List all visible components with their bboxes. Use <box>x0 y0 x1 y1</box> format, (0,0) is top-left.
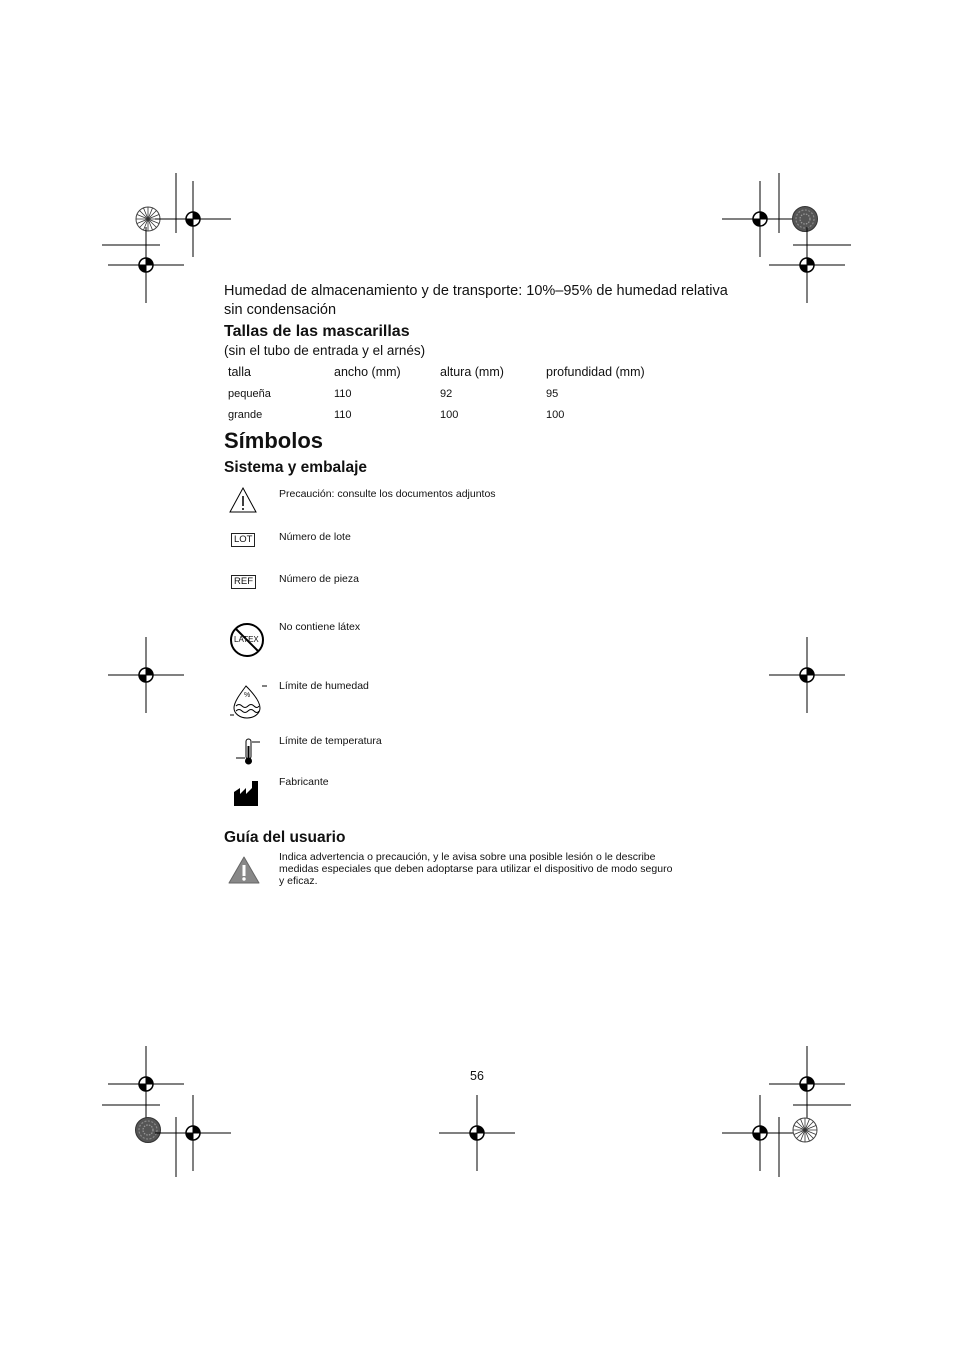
no-latex-icon-text: LATEX <box>234 635 259 644</box>
caution-triangle-icon <box>228 486 258 514</box>
page-number: 56 <box>470 1069 484 1083</box>
symbol-label: Fabricante <box>279 776 329 788</box>
mask-sizes-heading: Tallas de las mascarillas <box>224 323 410 340</box>
symbol-label: Límite de temperatura <box>279 735 382 747</box>
lot-icon: LOT <box>231 533 255 547</box>
storage-humidity-text: Humedad de almacenamiento y de transporte: 10%–95% de humedad relativa sin condensación <box>224 283 728 318</box>
user-guide-warning-text: Indica advertencia o precaución, y le avisa sobre una posible lesión o le describe medidas especiales que deben adoptarse para utilizar el dispositivo de modo seguro y eficaz. <box>279 851 673 887</box>
humidity-limit-icon <box>228 682 274 720</box>
table-cell: 110 <box>334 388 352 400</box>
table-row <box>224 385 676 406</box>
mask-sizes-table <box>224 362 676 427</box>
manufacturer-icon <box>228 780 262 808</box>
table-cell: 92 <box>440 388 453 400</box>
symbols-heading: Símbolos <box>224 428 324 453</box>
column-header: talla <box>228 365 251 379</box>
column-header: profundidad (mm) <box>546 365 645 379</box>
symbol-label: Número de lote <box>279 531 351 543</box>
table-cell: grande <box>228 409 263 421</box>
symbol-label: Precaución: consulte los documentos adjuntos <box>279 488 496 500</box>
column-header: altura (mm) <box>440 365 504 379</box>
symbol-label: Límite de humedad <box>279 680 369 692</box>
symbol-label: Número de pieza <box>279 573 359 585</box>
table-cell: 95 <box>546 388 559 400</box>
table-cell: pequeña <box>228 388 271 400</box>
symbol-label: No contiene látex <box>279 621 361 633</box>
warning-filled-triangle-icon <box>228 855 262 885</box>
system-packaging-heading: Sistema y embalaje <box>224 459 368 476</box>
mask-sizes-subtitle: (sin el tubo de entrada y el arnés) <box>224 343 426 358</box>
user-guide-heading: Guía del usuario <box>224 829 346 846</box>
table-header-row <box>224 362 676 385</box>
table-row <box>224 406 676 427</box>
humidity-icon-text: % <box>244 692 251 699</box>
table-cell: 100 <box>546 409 565 421</box>
no-latex-icon <box>228 621 266 659</box>
column-header: ancho (mm) <box>334 365 401 379</box>
table-cell: 110 <box>334 409 352 421</box>
temperature-limit-icon <box>228 736 270 766</box>
ref-icon: REF <box>231 575 256 589</box>
table-cell: 100 <box>440 409 459 421</box>
